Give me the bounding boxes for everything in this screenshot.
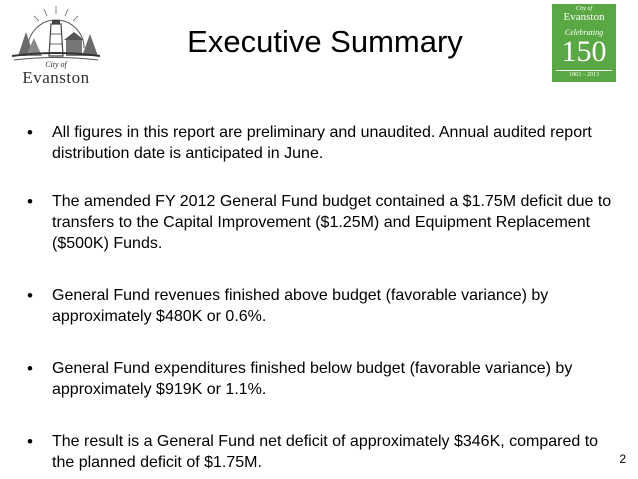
celebrating-150-badge: [552, 4, 616, 82]
badge-years-text: 1863 – 2013: [556, 70, 612, 78]
bullet-icon: •: [27, 286, 33, 305]
logo-city-of-text: City of: [45, 60, 67, 69]
city-seal-logo: [8, 2, 104, 92]
badge-number-text: 150: [561, 35, 607, 68]
bullet-text: The result is a General Fund net deficit of approximately $346K, compared to the planned deficit of $1.75M.: [52, 433, 599, 471]
bullet-text: General Fund expenditures finished below budget (favorable variance) by approximately $919K or 1.1%.: [52, 360, 573, 398]
bullet-icon: •: [27, 192, 33, 211]
badge-city-of-text: City of: [575, 6, 593, 12]
bullet-icon: •: [27, 359, 33, 378]
badge-celebrating-text: Celebrating: [564, 28, 604, 37]
bullet-text: The amended FY 2012 General Fund budget contained a $1.75M deficit due to transfers to the Capital Improvement ($1.25M) and Equipment Replacement ($500K) Funds.: [52, 193, 612, 252]
slide-title: Executive Summary: [187, 24, 463, 59]
bullet-icon: •: [27, 123, 33, 142]
lighthouse-seal-icon: [8, 2, 104, 62]
bullet-text: All figures in this report are preliminary and unaudited. Annual audited report distribution date is anticipated in June.: [52, 124, 592, 162]
badge-city-name-text: Evanston: [563, 11, 605, 23]
logo-city-name-text: Evanston: [22, 68, 90, 87]
page-number: 2: [619, 452, 626, 466]
bullet-text: General Fund revenues finished above budget (favorable variance) by approximately $480K or 0.6%.: [52, 287, 549, 325]
bullet-icon: •: [27, 432, 33, 451]
